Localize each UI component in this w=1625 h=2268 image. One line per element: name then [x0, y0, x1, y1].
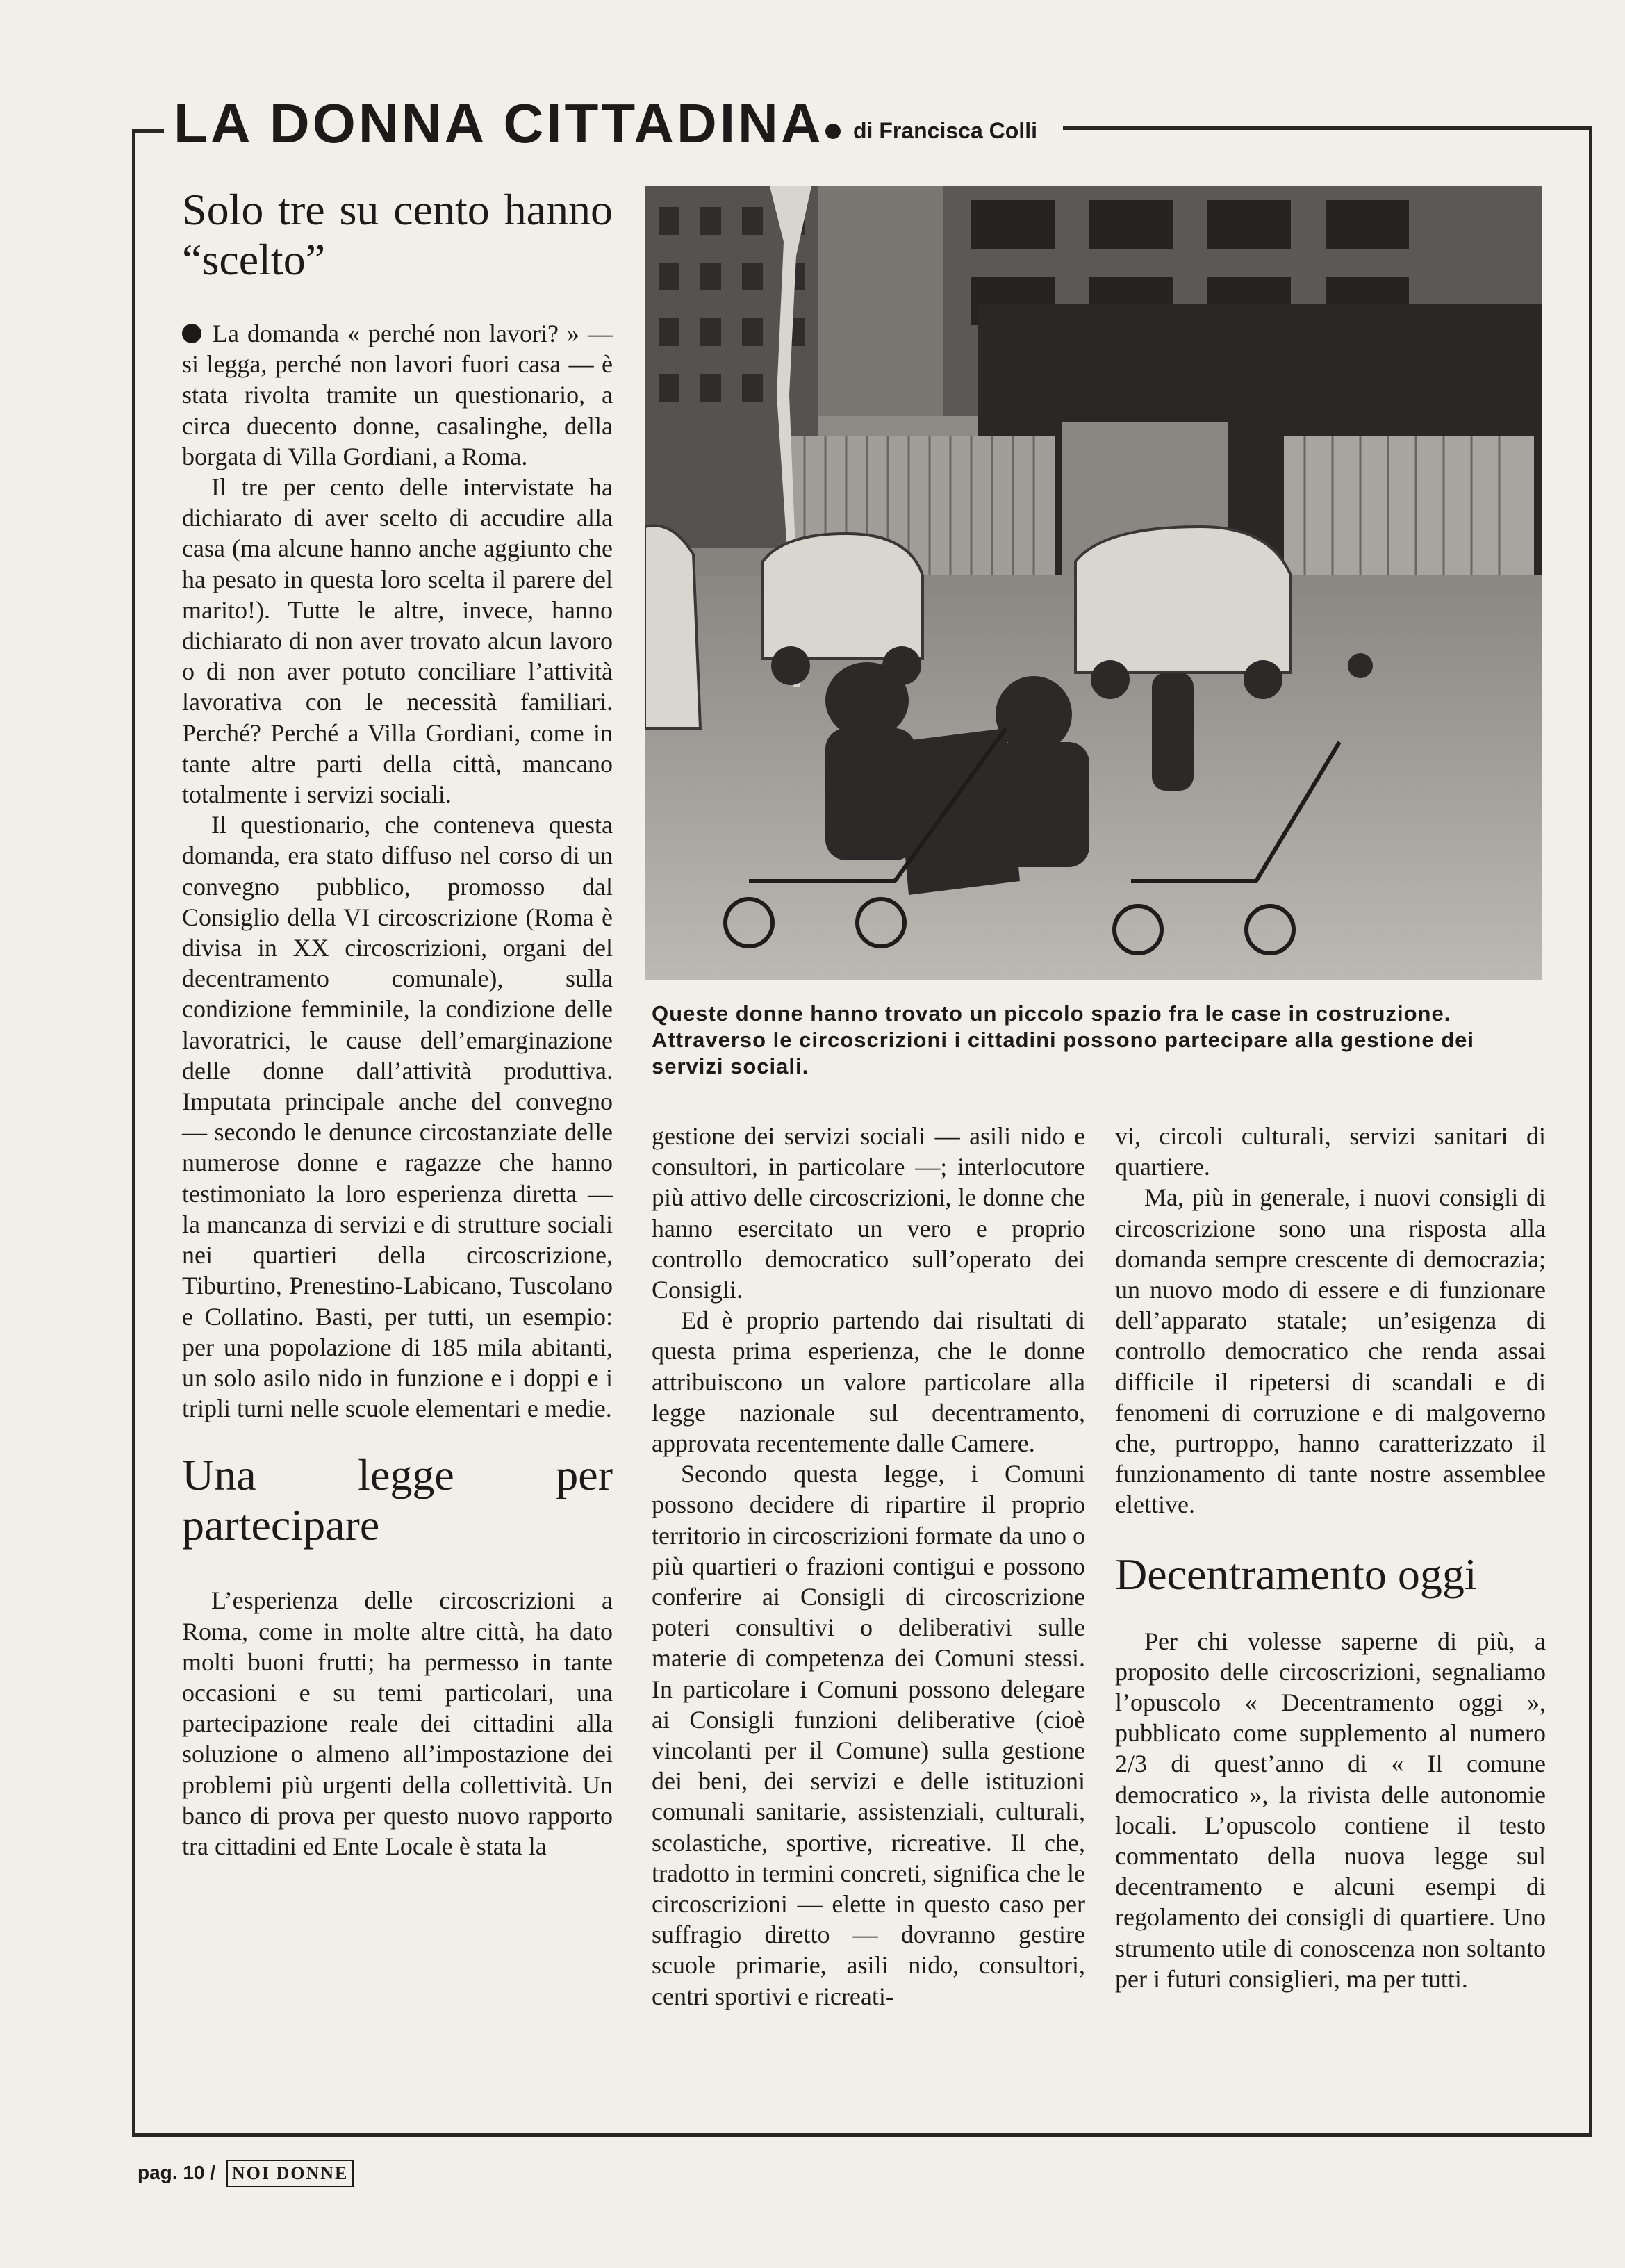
- page-footer: [138, 2160, 354, 2187]
- paragraph: Secondo questa legge, i Comuni possono decidere di ripartire il proprio territorio in circoscrizioni formate da uno o più quartieri o frazioni contigui e possono conferire ai Consigli di circoscrizione poteri consultivi o deliberativi sulle materie di competenza dei Comuni stessi. In particolare i Comuni possono delegare ai Consigli funzioni deliberative (cioè vincolanti per il Comune) sulla gestione dei beni, dei servizi e delle istituzioni comunali sanitarie, assistenziali, culturali, scolastiche, sportive, ricreative. Il che, tradotto in termini concreti, significa che le circoscrizioni — elette in questo caso per suffragio diretto — dovranno gestire scuole primarie, asili nido, consultori, centri sportivi e ricreati-: [652, 1460, 1085, 2010]
- paragraph: L’esperienza delle circoscrizioni a Roma, come in molte altre città, ha dato molti buoni frutti; ha permesso in tante occasioni e su temi particolari, una partecipazione reale dei cittadini alla soluzione o almeno all’impostazione dei problemi più urgenti della collettività. Un banco di prova per questo nuovo rapporto tra cittadini ed Ente Locale è stata la: [182, 1586, 613, 1860]
- subheading-una-legge: Una legge per partecipare: [182, 1450, 613, 1550]
- byline: di Francisca Colli: [853, 118, 1037, 143]
- frame-top-right-rule: [1063, 126, 1592, 130]
- article-column-1: [182, 185, 613, 1862]
- section-title: LA DONNA CITTADINA: [174, 92, 824, 154]
- frame-bottom-rule: [132, 2133, 1592, 2137]
- page-number: pag. 10 /: [138, 2162, 216, 2183]
- magazine-logo: NOI DONNE: [226, 2160, 354, 2187]
- paragraph: Il tre per cento delle intervistate ha dichiarato di aver scelto di accudire alla casa (ma alcune hanno anche aggiunto che ha pesato in questa loro scelta il parere del marito!). Tutte le altre, invece, hanno dichiarato di non aver trovato alcun lavoro o di non aver potuto conciliare l’attività lavorativa con le necessità familiari. Perché? Perché a Villa Gordiani, come in tante altre parti della città, mancano totalmente i servizi sociali.: [182, 473, 613, 809]
- subheading-decentramento: Decentramento oggi: [1115, 1549, 1477, 1599]
- photo-caption: Queste donne hanno trovato un piccolo spazio fra le case in costruzione. Attraverso le circoscrizioni i cittadini possono partecipare alla gestione dei servizi sociali.: [652, 1001, 1474, 1078]
- paragraph: Per chi volesse saperne di più, a proposito delle circoscrizioni, segnaliamo l’opuscolo « Decentramento oggi », pubblicato come supplemento al numero 2/3 di quest’anno di « Il comune democratico », la rivista delle autonomie locali. L’opuscolo contiene il testo commentato della nuova legge sul decentramento e alcuni esempi di regolamento dei consigli di quartiere. Uno strumento utile di conoscenza non soltanto per i futuri consiglieri, ma per tutti.: [1115, 1627, 1546, 1993]
- frame-left-rule: [132, 129, 135, 2136]
- paragraph-bullet-icon: [182, 324, 201, 343]
- paragraph: gestione dei servizi sociali — asili nido e consultori, in particolare —; interlocutore più attivo delle circoscrizioni, le donne che hanno esercitato un vero e proprio controllo democratico sull’operato dei Consigli.: [652, 1122, 1085, 1304]
- paragraph: vi, circoli culturali, servizi sanitari di quartiere.: [1115, 1122, 1546, 1181]
- article-column-3: [1115, 1121, 1546, 1994]
- paragraph-text: La domanda « perché non lavori? » — si legga, perché non lavori fuori casa — è stata rivolta tramite un questionario, a circa duecento donne, casalinghe, della borgata di Villa Gordiani, a Roma.: [182, 320, 613, 470]
- article-column-2: [652, 1121, 1085, 2012]
- article-photo: [645, 186, 1542, 980]
- article-headline: Solo tre su cento hanno “scelto”: [182, 185, 613, 284]
- frame-top-left-rule: [132, 129, 164, 133]
- title-bullet-icon: [825, 124, 841, 139]
- paragraph: [182, 318, 613, 472]
- paragraph: Ed è proprio partendo dai risultati di questa prima esperienza, che le donne attribuiscono un valore particolare alla legge nazionale sul decentramento, approvata recentemente dalle Camere.: [652, 1306, 1085, 1458]
- photo-illustration: [645, 186, 1542, 980]
- paragraph: Il questionario, che conteneva questa domanda, era stato diffuso nel corso di un convegno pubblico, promosso dal Consiglio della VI circoscrizione (Roma è divisa in XX circoscrizioni, organi del decentramento comunale), sulla condizione femminile, la condizione delle lavoratrici, le cause dell’emarginazione delle donne dall’attività produttiva. Imputata principale anche del convegno — secondo le denunce circostanziate delle numerose donne e ragazze che hanno testimoniato la loro esperienza diretta — la mancanza di servizi e di strutture sociali nei quartieri della circoscrizione, Tiburtino, Prenestino-Labicano, Tuscolano e Collatino. Basti, per tutti, un esempio: per una popolazione di 185 mila abitanti, un solo asilo nido in funzione e i doppi e i tripli turni nelle scuole elementari e medie.: [182, 811, 613, 1423]
- paragraph: Ma, più in generale, i nuovi consigli di circoscrizione sono una risposta alla domanda sempre crescente di democrazia; un nuovo modo di essere e di funzionare dell’apparato statale; un’esigenza di controllo democratico che renda assai difficile il ripetersi di scandali e di fenomeni di corruzione e di malgoverno che, purtroppo, hanno caratterizzato il funzionamento di tante nostre assemblee elettive.: [1115, 1183, 1546, 1519]
- frame-right-rule: [1589, 126, 1592, 2136]
